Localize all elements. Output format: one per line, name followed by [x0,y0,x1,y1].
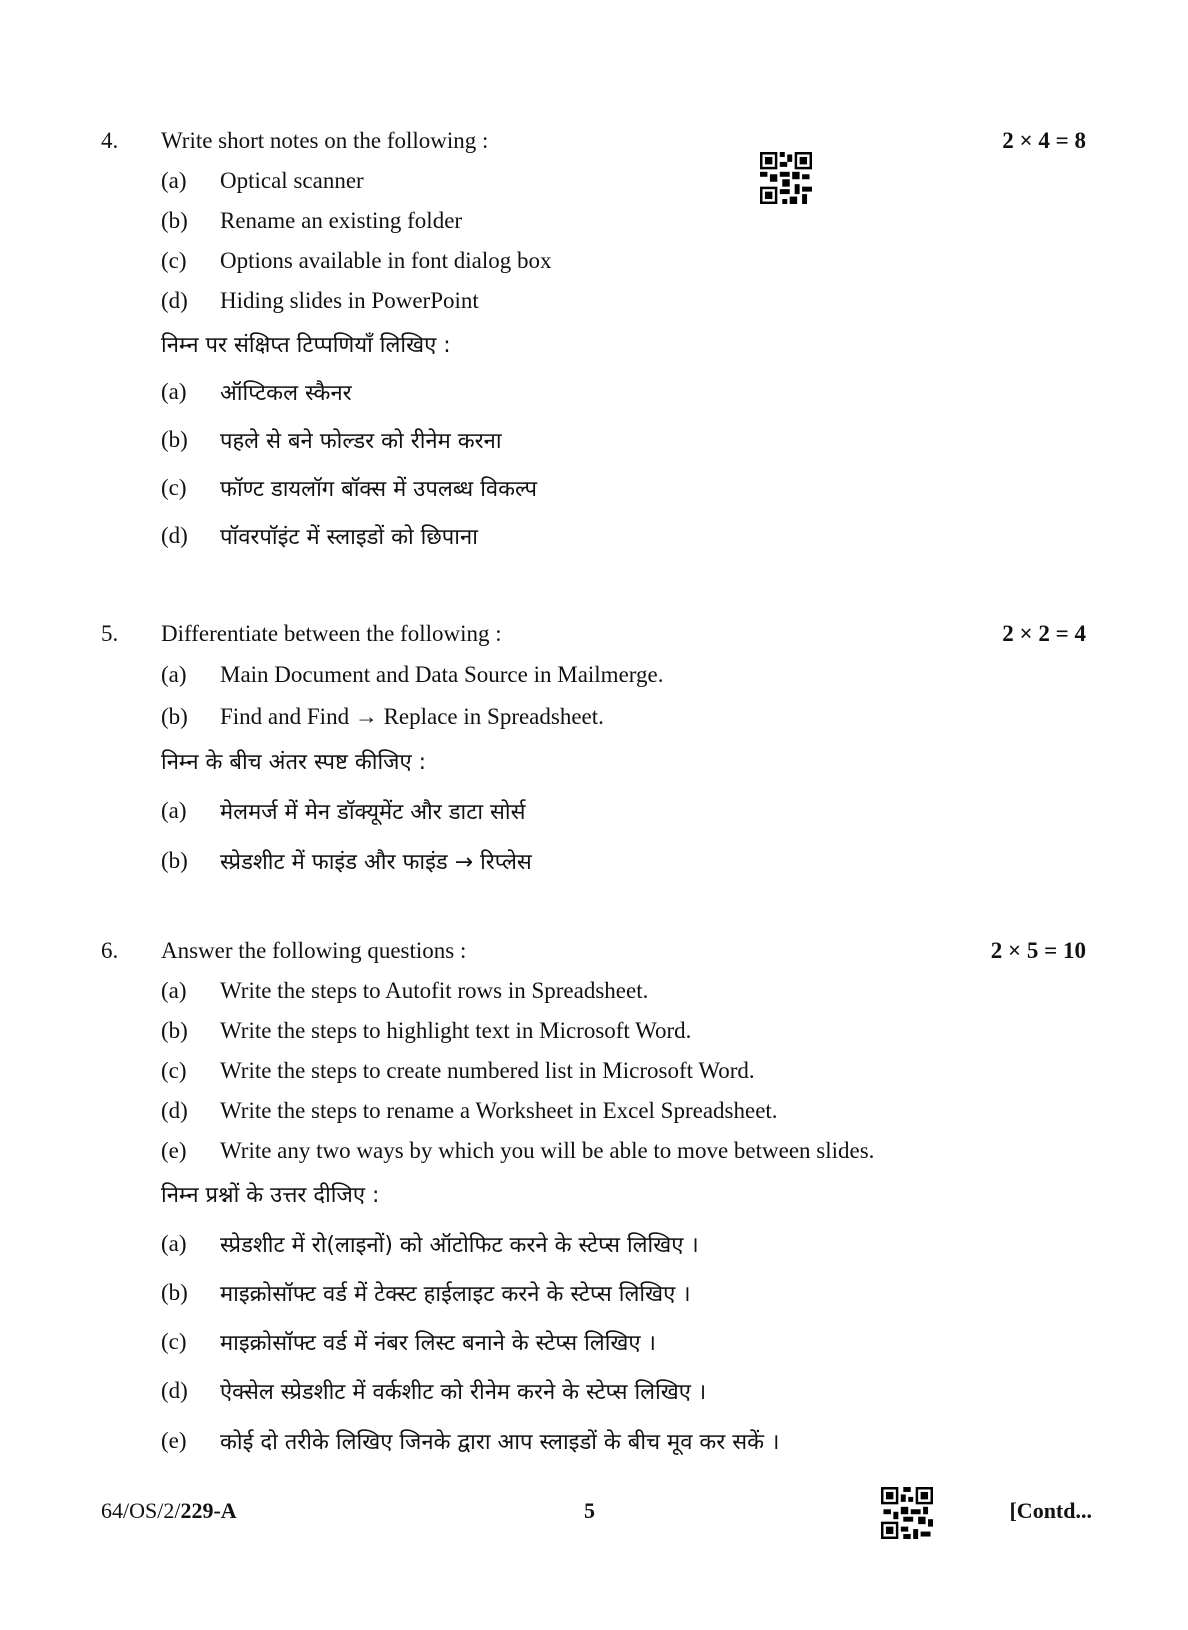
item-label: (d) [161,523,188,548]
paper-code [101,1498,237,1524]
item-label: (d) [161,1378,188,1403]
list-item: Write the steps to highlight text in Microsoft Word. [220,1018,692,1043]
item-label: (b) [161,208,188,233]
question-4-number: 4. [101,128,119,153]
question-4-prompt-hindi: निम्न पर संक्षिप्त टिप्पणियाँ लिखिए : [161,333,451,358]
list-item: Write the steps to create numbered list in Microsoft Word. [220,1058,755,1083]
item-label: (c) [161,475,187,500]
list-item: माइक्रोसॉफ्ट वर्ड में नंबर लिस्ट बनाने के स्टेप्स लिखिए । [220,1331,656,1356]
list-item: मेलमर्ज में मेन डॉक्यूमेंट और डाटा सोर्स [220,800,526,825]
qr-code-icon [881,1487,933,1539]
item-label: (a) [161,1231,187,1256]
item-label: (a) [161,798,187,823]
list-item: स्प्रेडशीट में रो(लाइनों) को ऑटोफिट करने के स्टेप्स लिखिए । [220,1233,699,1258]
list-item: Main Document and Data Source in Mailmerge. [220,662,664,687]
list-item: Write the steps to rename a Worksheet in Excel Spreadsheet. [220,1098,778,1123]
item-label: (b) [161,704,188,729]
item-label: (c) [161,1329,187,1354]
item-label: (a) [161,662,187,687]
item-label: (d) [161,1098,188,1123]
list-item: पॉवरपॉइंट में स्लाइडों को छिपाना [220,525,478,550]
question-6-prompt: Answer the following questions : [161,938,467,963]
list-item: फॉण्ट डायलॉग बॉक्स में उपलब्ध विकल्प [220,477,537,502]
list-item: स्प्रेडशीट में फाइंड और फाइंड → रिप्लेस [220,850,532,875]
list-item: Write any two ways by which you will be able to move between slides. [220,1138,875,1163]
question-5-number: 5. [101,621,119,646]
item-label: (b) [161,848,188,873]
paper-code-prefix: 64/OS/2/ [101,1498,181,1523]
question-5-prompt: Differentiate between the following : [161,621,502,646]
list-item: Rename an existing folder [220,208,463,233]
question-4-prompt: Write short notes on the following : [161,128,489,153]
item-label: (b) [161,427,188,452]
question-6-number: 6. [101,938,119,963]
item-label: (a) [161,978,187,1003]
question-6-marks: 2 × 5 = 10 [990,938,1086,963]
list-item: पहले से बने फोल्डर को रीनेम करना [220,429,502,454]
paper-code-suffix: 229-A [180,1498,237,1523]
list-item: ऐक्सेल स्प्रेडशीट में वर्कशीट को रीनेम करने के स्टेप्स लिखिए । [220,1380,707,1405]
list-item: ऑप्टिकल स्कैनर [220,381,352,406]
contd-label: [Contd... [1009,1498,1092,1523]
item-label: (e) [161,1138,187,1163]
question-4-marks: 2 × 4 = 8 [1002,128,1086,153]
list-item: Hiding slides in PowerPoint [220,288,479,313]
item-label: (c) [161,248,187,273]
qr-code-icon [760,152,812,204]
item-label: (b) [161,1018,188,1043]
list-item: Write the steps to Autofit rows in Spreadsheet. [220,978,649,1003]
item-label: (b) [161,1280,188,1305]
list-item: Find and Find → Replace in Spreadsheet. [220,704,604,729]
item-label: (a) [161,168,187,193]
list-item: Options available in font dialog box [220,248,552,273]
list-item: Optical scanner [220,168,364,193]
list-item: कोई दो तरीके लिखिए जिनके द्वारा आप स्लाइडों के बीच मूव कर सकें । [220,1430,780,1455]
item-label: (e) [161,1428,187,1453]
question-5-prompt-hindi: निम्न के बीच अंतर स्पष्ट कीजिए : [161,750,427,775]
item-label: (a) [161,379,187,404]
item-label: (d) [161,288,188,313]
question-6-prompt-hindi: निम्न प्रश्नों के उत्तर दीजिए : [161,1183,380,1208]
item-label: (c) [161,1058,187,1083]
list-item: माइक्रोसॉफ्ट वर्ड में टेक्स्ट हाईलाइट करने के स्टेप्स लिखिए । [220,1282,691,1307]
question-5-marks: 2 × 2 = 4 [1002,621,1086,646]
page-number: 5 [584,1498,595,1523]
